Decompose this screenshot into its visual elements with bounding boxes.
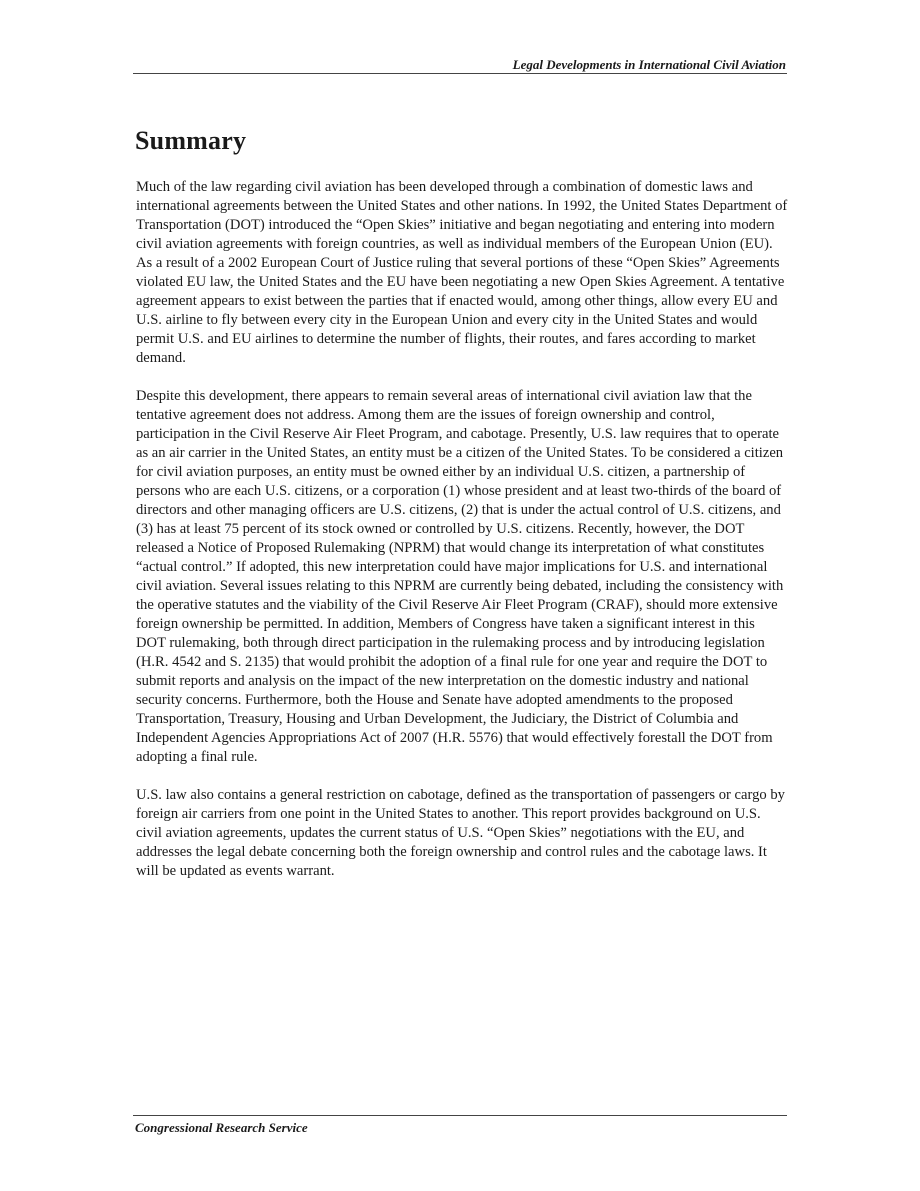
summary-paragraph-1: Much of the law regarding civil aviation has been developed through a combination of domestic laws and international agreements between the United States and other nations. In 1992, the United States Department of Transportation (DOT) introduced the “Open Skies” initiative and began negotiating and entering into modern civil aviation agreements with foreign countries, as well as individual members of the European Union (EU). As a result of a 2002 European Court of Justice ruling that several portions of these “Open Skies” Agreements violated EU law, the United States and the EU have been negotiating a new Open Skies Agreement. A tentative agreement appears to exist between the parties that if enacted would, among other things, allow every EU and U.S. airline to fly between every city in the European Union and every city in the United States and would permit U.S. and EU airlines to determine the number of flights, their routes, and fares according to market demand. xyxy=(136,179,788,366)
section-title: Summary xyxy=(135,126,247,155)
header-divider xyxy=(133,73,787,74)
footer-divider xyxy=(133,1115,787,1116)
running-header: Legal Developments in International Civil Aviation xyxy=(512,57,786,72)
summary-body xyxy=(136,178,788,900)
running-footer: Congressional Research Service xyxy=(135,1120,308,1135)
summary-paragraph-2: Despite this development, there appears to remain several areas of international civil aviation law that the tentative agreement does not address. Among them are the issues of foreign ownership and control, participation in the Civil Reserve Air Fleet Program, and cabotage. Presently, U.S. law requires that to operate as an air carrier in the United States, an entity must be a citizen of the United States. To be considered a citizen for civil aviation purposes, an entity must be owned either by an individual U.S. citizen, a partnership of persons who are each U.S. citizens, or a corporation (1) whose president and at least two-thirds of the board of directors and other managing officers are U.S. citizens, (2) that is under the actual control of U.S. citizens, and (3) has at least 75 percent of its stock owned or controlled by U.S. citizens. Recently, however, the DOT released a Notice of Proposed Rulemaking (NPRM) that would change its interpretation of what constitutes “actual control.” If adopted, this new interpretation could have major implications for U.S. and international civil aviation. Several issues relating to this NPRM are currently being debated, including the consistency with the operative statutes and the viability of the Civil Reserve Air Fleet Program (CRAF), should more extensive foreign ownership be permitted. In addition, Members of Congress have taken a significant interest in this DOT rulemaking, both through direct participation in the rulemaking process and by introducing legislation (H.R. 4542 and S. 2135) that would prohibit the adoption of a final rule for one year and require the DOT to submit reports and analysis on the impact of the new interpretation on the domestic industry and national security concerns. Furthermore, both the House and Senate have adopted amendments to the proposed Transportation, Treasury, Housing and Urban Development, the Judiciary, the District of Columbia and Independent Agencies Appropriations Act of 2007 (H.R. 5576) that would effectively forestall the DOT from adopting a final rule. xyxy=(136,388,784,765)
summary-paragraph-3: U.S. law also contains a general restriction on cabotage, defined as the transportation of passengers or cargo by foreign air carriers from one point in the United States to another. This report provides background on U.S. civil aviation agreements, updates the current status of U.S. “Open Skies” negotiations with the EU, and addresses the legal debate concerning both the foreign ownership and control rules and the cabotage laws. It will be updated as events warrant. xyxy=(136,787,785,879)
